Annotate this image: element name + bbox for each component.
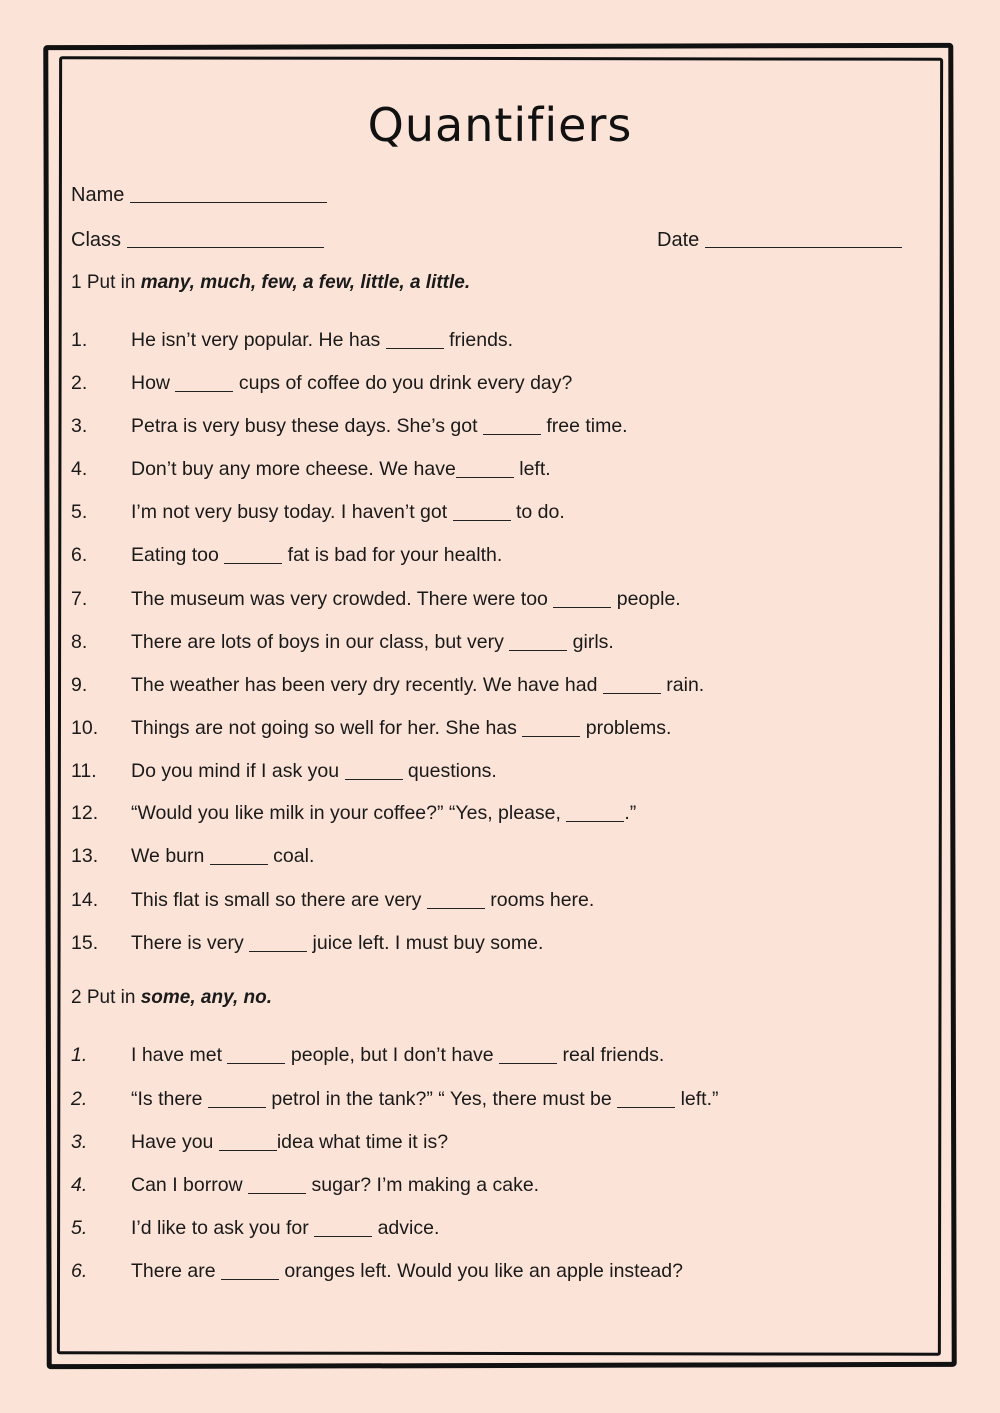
section1-item — [71, 371, 572, 395]
answer-blank[interactable] — [522, 718, 580, 737]
answer-blank[interactable] — [386, 330, 444, 349]
item-text-before: “Would you like milk in your coffee?” “Yes, please, — [131, 802, 567, 824]
item-number: 4. — [71, 458, 88, 480]
item-number: 9. — [71, 674, 88, 696]
item-text-middle: petrol in the tank?” “ Yes, there must be — [265, 1088, 618, 1110]
item-text-after: problems. — [580, 717, 672, 739]
section2-item — [71, 1043, 664, 1067]
item-text-after: juice left. I must buy some. — [307, 932, 544, 954]
answer-blank[interactable] — [483, 416, 541, 435]
answer-blank[interactable] — [456, 459, 514, 478]
item-number: 5. — [71, 1217, 88, 1239]
item-number: 3. — [71, 415, 88, 437]
answer-blank[interactable] — [221, 1261, 279, 1280]
answer-blank[interactable] — [617, 1089, 675, 1108]
answer-blank[interactable] — [224, 545, 282, 564]
item-text-after: advice. — [372, 1217, 440, 1239]
item-text-after: left. — [513, 458, 551, 480]
section1-item — [71, 630, 614, 654]
item-text-before: I have met — [131, 1044, 228, 1066]
item-number: 6. — [71, 544, 88, 566]
item-text-after: people. — [611, 588, 681, 610]
section1-item — [71, 759, 497, 783]
item-text-after: idea what time it is? — [276, 1131, 449, 1153]
item-text-after: left.” — [675, 1088, 719, 1110]
section2-heading — [71, 986, 272, 1010]
date-input-line[interactable] — [705, 227, 902, 248]
section1-item — [71, 801, 636, 825]
item-text-before: He isn’t very popular. He has — [131, 329, 386, 351]
class-field — [71, 227, 324, 252]
item-text-after: real friends. — [557, 1044, 665, 1066]
answer-blank[interactable] — [175, 373, 233, 392]
item-text-before: Do you mind if I ask you — [131, 760, 345, 782]
section1-item — [71, 328, 513, 352]
answer-blank[interactable] — [314, 1218, 372, 1237]
section1-item — [71, 716, 671, 740]
section2-item — [71, 1173, 539, 1197]
section2-heading-words: some, any, no. — [140, 987, 272, 1008]
section1-item — [71, 931, 543, 955]
item-text-after: fat is bad for your health. — [282, 544, 503, 566]
answer-blank[interactable] — [553, 589, 611, 608]
item-text-after: free time. — [540, 415, 628, 437]
item-text-before: We burn — [131, 845, 210, 867]
section1-item — [71, 844, 314, 868]
item-text-before: Don’t buy any more cheese. We have — [131, 458, 456, 480]
item-number: 3. — [71, 1131, 88, 1153]
item-number: 2. — [71, 1088, 88, 1110]
item-number: 15. — [71, 932, 99, 954]
item-text-before: The museum was very crowded. There were too — [131, 588, 554, 610]
item-text-after: to do. — [510, 501, 565, 523]
section1-item — [71, 414, 628, 438]
item-number: 13. — [71, 845, 99, 867]
answer-blank[interactable] — [248, 1175, 306, 1194]
answer-blank[interactable] — [208, 1089, 266, 1108]
item-text-before: Have you — [131, 1131, 219, 1153]
item-number: 7. — [71, 588, 88, 610]
item-text-after: girls. — [567, 631, 614, 653]
item-number: 8. — [71, 631, 88, 653]
name-label: Name — [71, 184, 125, 206]
item-text-before: “Is there — [131, 1088, 208, 1110]
section2-item — [71, 1259, 683, 1283]
item-number: 14. — [71, 889, 99, 911]
item-number: 11. — [71, 760, 97, 782]
section1-item — [71, 500, 565, 524]
item-text-after: sugar? I’m making a cake. — [306, 1174, 540, 1196]
section2-heading-prefix: 2 Put in — [71, 987, 136, 1008]
item-text-before: I’m not very busy today. I haven’t got — [131, 501, 453, 523]
item-number: 12. — [71, 802, 99, 824]
item-number: 1. — [71, 1044, 88, 1066]
section2-item — [71, 1087, 719, 1111]
item-text-before: There are lots of boys in our class, but very — [131, 631, 510, 653]
item-text-before: There is very — [131, 932, 250, 954]
item-text-after: questions. — [402, 760, 497, 782]
class-label: Class — [71, 229, 122, 251]
section1-item — [71, 587, 681, 611]
answer-blank[interactable] — [210, 846, 268, 865]
name-input-line[interactable] — [130, 182, 327, 203]
item-number: 4. — [71, 1174, 88, 1196]
item-text-before: This flat is small so there are very — [131, 889, 427, 911]
section1-heading — [71, 271, 470, 295]
item-number: 6. — [71, 1260, 88, 1282]
date-label: Date — [657, 229, 700, 251]
section1-heading-words: many, much, few, a few, little, a little. — [140, 272, 471, 293]
item-text-before: There are — [131, 1260, 221, 1282]
item-text-after: friends. — [443, 329, 514, 351]
answer-blank[interactable] — [499, 1045, 557, 1064]
answer-blank[interactable] — [453, 502, 511, 521]
item-number: 5. — [71, 501, 88, 523]
section1-item — [71, 888, 594, 912]
item-text-middle: people, but I don’t have — [285, 1044, 500, 1066]
item-text-after: rain. — [660, 674, 705, 696]
item-text-before: Petra is very busy these days. She’s got — [131, 415, 483, 437]
item-text-after: .” — [624, 802, 637, 824]
item-text-after: cups of coffee do you drink every day? — [233, 372, 573, 394]
section1-item — [71, 457, 551, 481]
section2-item — [71, 1130, 448, 1154]
item-text-before: Can I borrow — [131, 1174, 249, 1196]
worksheet-title: Quantifiers — [367, 98, 633, 152]
item-text-before: The weather has been very dry recently. We have had — [131, 674, 603, 696]
answer-blank[interactable] — [345, 761, 403, 780]
item-text-before: Eating too — [131, 544, 225, 566]
item-text-before: Things are not going so well for her. She has — [131, 717, 523, 739]
item-text-after: rooms here. — [484, 889, 595, 911]
section1-heading-prefix: 1 Put in — [71, 272, 136, 293]
name-field — [71, 182, 327, 207]
answer-blank[interactable] — [603, 675, 661, 694]
item-number: 1. — [71, 329, 88, 351]
answer-blank[interactable] — [509, 632, 567, 651]
answer-blank[interactable] — [566, 803, 624, 822]
answer-blank[interactable] — [227, 1045, 285, 1064]
answer-blank[interactable] — [427, 890, 485, 909]
item-text-before: How — [131, 372, 176, 394]
section1-item — [71, 673, 704, 697]
item-text-after: coal. — [267, 845, 315, 867]
answer-blank[interactable] — [249, 933, 307, 952]
item-number: 10. — [71, 717, 99, 739]
class-input-line[interactable] — [127, 227, 324, 248]
item-text-before: I’d like to ask you for — [131, 1217, 315, 1239]
item-number: 2. — [71, 372, 88, 394]
answer-blank[interactable] — [219, 1132, 277, 1151]
date-field — [657, 227, 902, 252]
section1-item — [71, 543, 502, 567]
section2-item — [71, 1216, 439, 1240]
item-text-after: oranges left. Would you like an apple instead? — [278, 1260, 683, 1282]
